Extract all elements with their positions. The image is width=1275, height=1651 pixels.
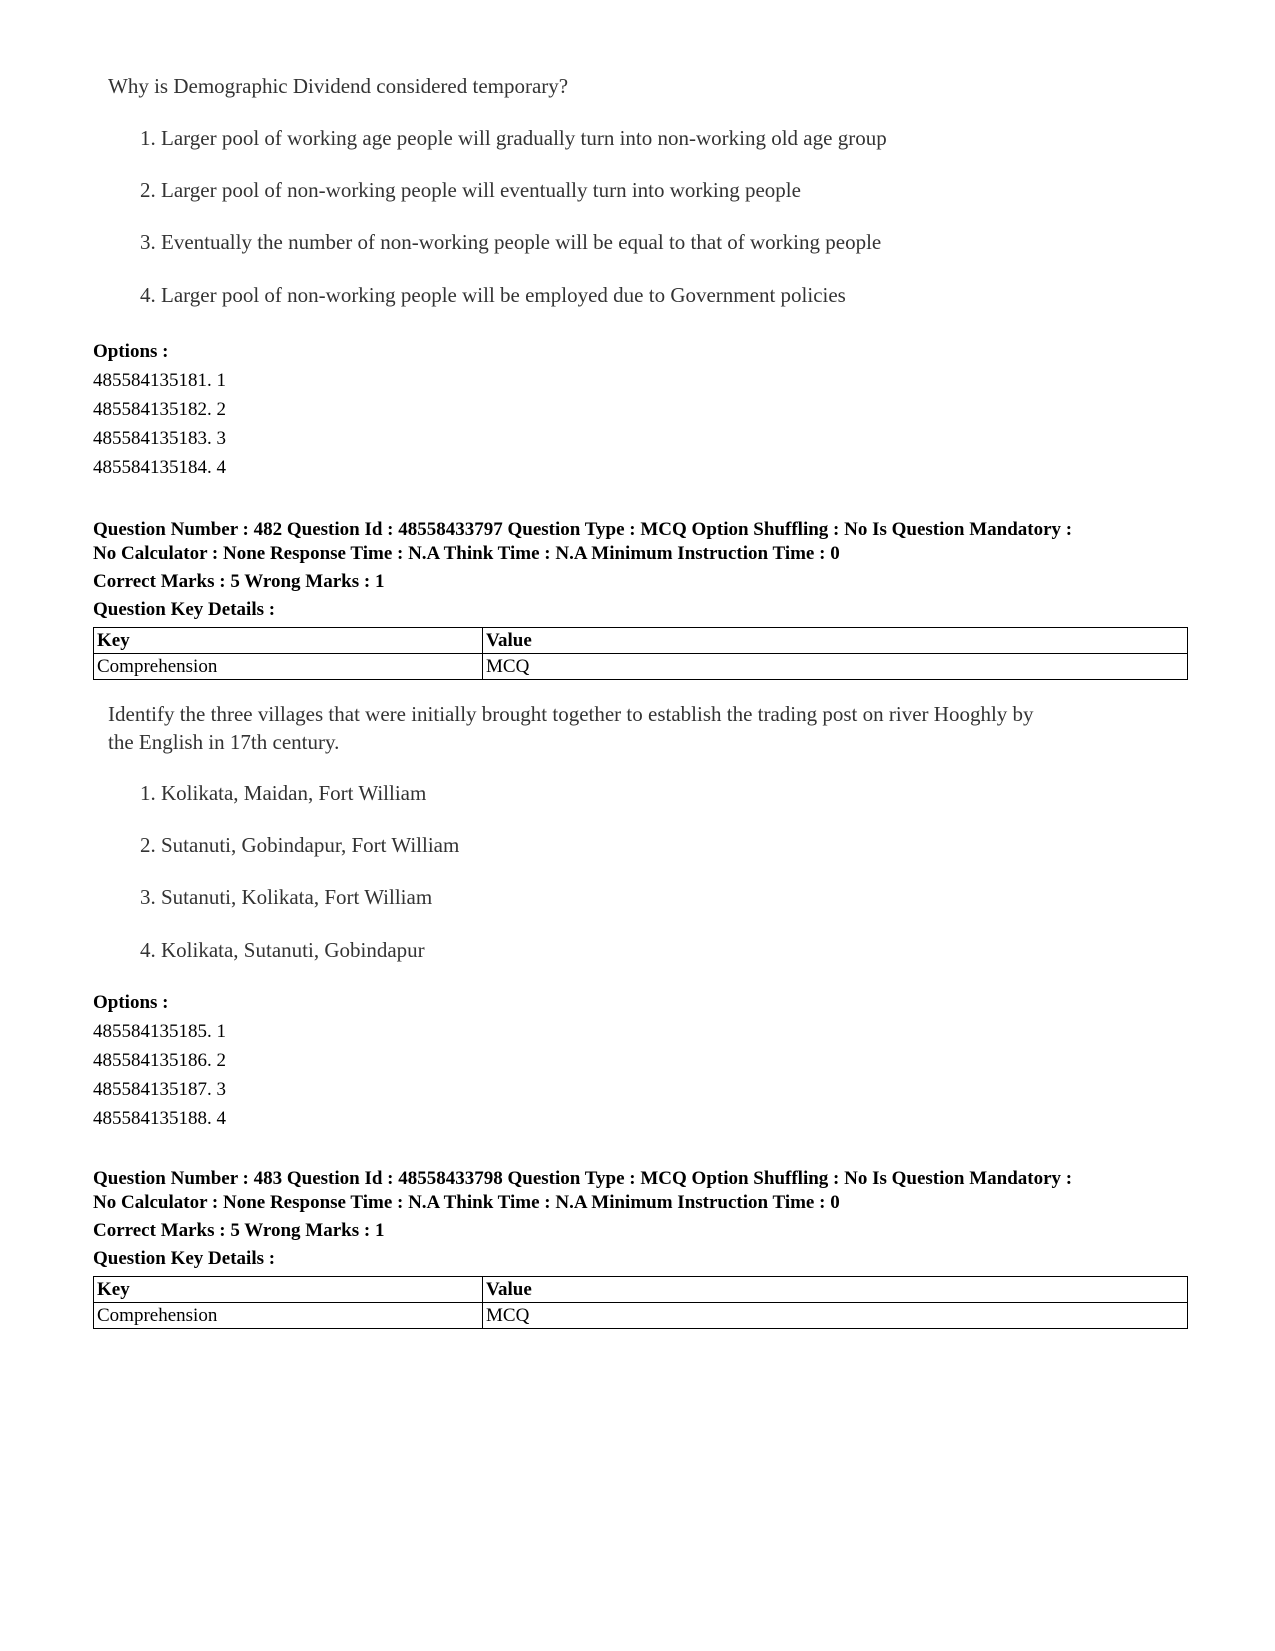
q483-table-header-value: Value bbox=[483, 1277, 1188, 1303]
q482-meta-line1: Question Number : 482 Question Id : 48558433797 Question Type : MCQ Option Shuffling : No Is Question Mandatory : bbox=[93, 519, 1073, 540]
q481-options-label: Options : bbox=[93, 341, 169, 362]
q481-choice-2: 2. Larger pool of non-working people will eventually turn into working people bbox=[140, 178, 801, 202]
q482-table-header-key: Key bbox=[94, 628, 483, 654]
q481-question-image bbox=[108, 72, 1108, 322]
q481-choice-1: 1. Larger pool of working age people will gradually turn into non-working old age group bbox=[140, 126, 887, 150]
q482-stem-line1: Identify the three villages that were initially brought together to establish the trading post on river Hooghly by bbox=[108, 702, 1034, 726]
q482-choice-3: 3. Sutanuti, Kolikata, Fort William bbox=[140, 885, 433, 909]
q482-option-3: 485584135187. 3 bbox=[93, 1079, 226, 1100]
q481-option-1: 485584135181. 1 bbox=[93, 370, 226, 391]
q481-option-4: 485584135184. 4 bbox=[93, 457, 226, 478]
q482-table-cell-value: MCQ bbox=[483, 654, 1188, 680]
q482-key-details-label: Question Key Details : bbox=[93, 599, 276, 620]
q482-meta-line2: No Calculator : None Response Time : N.A Think Time : N.A Minimum Instruction Time : 0 bbox=[93, 543, 840, 564]
q483-table-cell-value: MCQ bbox=[483, 1303, 1188, 1329]
q483-meta-line1: Question Number : 483 Question Id : 48558433798 Question Type : MCQ Option Shuffling : No Is Question Mandatory : bbox=[93, 1168, 1073, 1189]
q482-options-label: Options : bbox=[93, 992, 169, 1013]
q482-key-table bbox=[93, 627, 1188, 680]
q481-choice-3: 3. Eventually the number of non-working people will be equal to that of working people bbox=[140, 230, 882, 254]
q482-option-4: 485584135188. 4 bbox=[93, 1108, 226, 1129]
q481-stem: Why is Demographic Dividend considered temporary? bbox=[108, 74, 569, 98]
q481-option-2: 485584135182. 2 bbox=[93, 399, 226, 420]
q481-choice-4: 4. Larger pool of non-working people will be employed due to Government policies bbox=[140, 283, 846, 307]
q482-option-1: 485584135185. 1 bbox=[93, 1021, 226, 1042]
q481-options bbox=[93, 337, 226, 482]
q482-table-cell-key: Comprehension bbox=[94, 654, 483, 680]
q482-table-header-value: Value bbox=[483, 628, 1188, 654]
q482-options bbox=[93, 988, 226, 1133]
q483-key-table bbox=[93, 1276, 1188, 1329]
q483-key-details-label: Question Key Details : bbox=[93, 1248, 276, 1269]
q483-meta-line2: No Calculator : None Response Time : N.A Think Time : N.A Minimum Instruction Time : 0 bbox=[93, 1192, 840, 1213]
q482-choice-1: 1. Kolikata, Maidan, Fort William bbox=[140, 781, 427, 805]
q481-option-3: 485584135183. 3 bbox=[93, 428, 226, 449]
q482-marks: Correct Marks : 5 Wrong Marks : 1 bbox=[93, 571, 385, 592]
q483-marks: Correct Marks : 5 Wrong Marks : 1 bbox=[93, 1220, 385, 1241]
q482-question-image bbox=[108, 700, 1198, 962]
q482-option-2: 485584135186. 2 bbox=[93, 1050, 226, 1071]
q483-table-header-key: Key bbox=[94, 1277, 483, 1303]
q482-choice-4: 4. Kolikata, Sutanuti, Gobindapur bbox=[140, 938, 425, 962]
q482-stem-line2: the English in 17th century. bbox=[108, 730, 340, 754]
q483-table-cell-key: Comprehension bbox=[94, 1303, 483, 1329]
q482-choice-2: 2. Sutanuti, Gobindapur, Fort William bbox=[140, 833, 460, 857]
